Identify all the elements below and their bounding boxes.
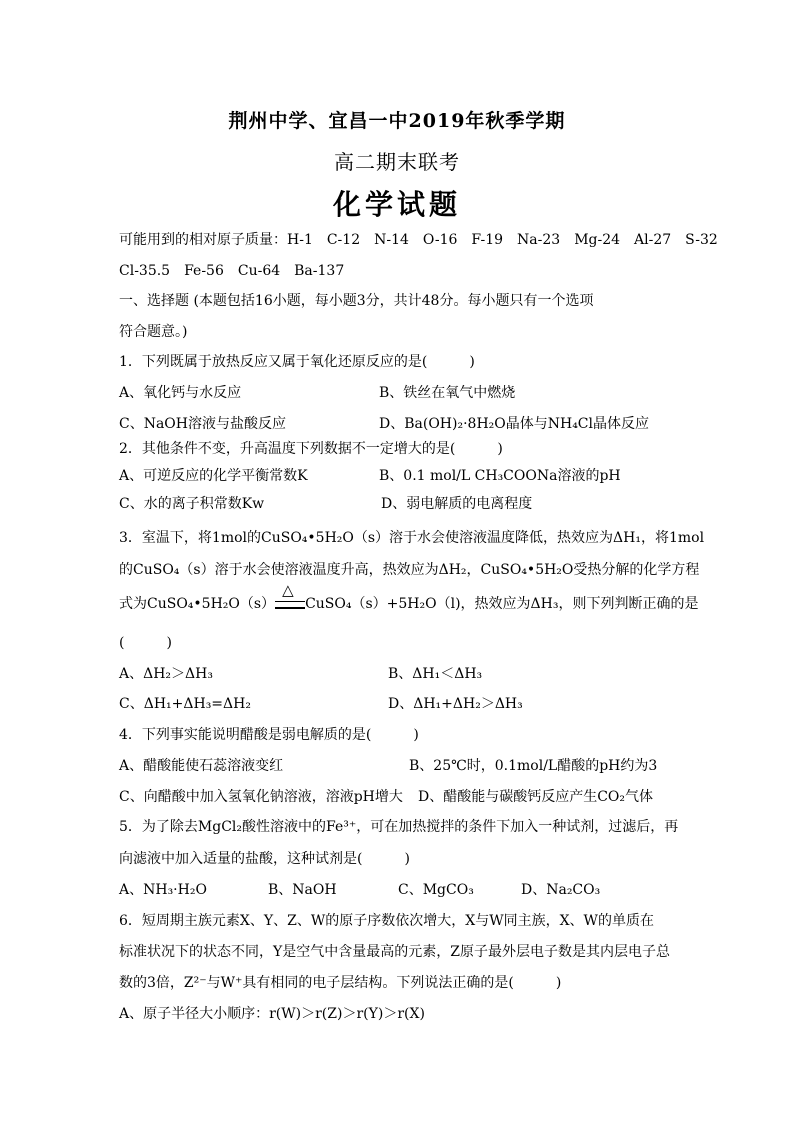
atomic-mass-line-1: 可能用到的相对原子质量：H-1 C-12 N-14 O-16 F-19 Na-23 Mg-24 Al-27 S-32 xyxy=(119,232,718,248)
q5-line-2: 向滤液中加入适量的盐酸，这种试剂是( ) xyxy=(119,851,410,867)
subject-title: 化学试题 xyxy=(332,188,461,221)
heat-symbol: △ xyxy=(282,581,294,599)
q1-option-c: C、NaOH溶液与盐酸反应 xyxy=(119,416,286,432)
q3-line-1: 3．室温下，将1mol的CuSO₄•5H₂O（s）溶于水会使溶液温度降低，热效应为ΔH₁，将1mol xyxy=(119,530,705,546)
q3-option-a: A、ΔH₂＞ΔH₃ xyxy=(119,666,213,682)
q6-line-2: 标准状况下的状态不同，Y是空气中含量最高的元素，Z原子最外层电子数是其内层电子总 xyxy=(119,944,670,960)
q3-option-d: D、ΔH₁+ΔH₂＞ΔH₃ xyxy=(388,696,523,712)
q5-option-d: D、Na₂CO₃ xyxy=(521,882,601,898)
q3-answer-bracket: ( ) xyxy=(119,635,172,651)
q3-line-2: 的CuSO₄（s）溶于水会使溶液温度升高，热效应为ΔH₂，CuSO₄•5H₂O受热分解的化学方程 xyxy=(119,562,700,578)
q6-option-a: A、原子半径大小顺序：r(W)＞r(Z)＞r(Y)＞r(X) xyxy=(119,1006,425,1022)
q3-equation-right: CuSO₄（s）+5H₂O（l)，热效应为ΔH₃，则下列判断正确的是 xyxy=(305,596,699,612)
section-heading-line-1: 一、选择题 (本题包括16小题，每小题3分，共计48分。每小题只有一个选项 xyxy=(119,293,594,309)
q1-option-d: D、Ba(OH)₂·8H₂O晶体与NH₄Cl晶体反应 xyxy=(379,416,649,432)
q1-option-a: A、氧化钙与水反应 xyxy=(119,385,242,401)
q4-option-c: C、向醋酸中加入氢氧化钠溶液，溶液pH增大 xyxy=(119,789,403,805)
atomic-mass-line-2: Cl-35.5 Fe-56 Cu-64 Ba-137 xyxy=(119,263,345,279)
q5-option-c: C、MgCO₃ xyxy=(398,882,474,898)
q2-stem: 2．其他条件不变，升高温度下列数据不一定增大的是( ) xyxy=(119,441,503,457)
exam-subtitle: 高二期末联考 xyxy=(334,150,460,174)
q1-option-b: B、铁丝在氧气中燃烧 xyxy=(379,385,516,401)
q4-option-d: D、醋酸能与碳酸钙反应产生CO₂气体 xyxy=(418,789,654,805)
q3-equation-left: 式为CuSO₄•5H₂O（s） xyxy=(119,596,276,612)
heat-arrow-icon xyxy=(275,581,305,610)
q4-option-b: B、25℃时，0.1mol/L醋酸的pH约为3 xyxy=(409,758,658,774)
q4-stem: 4．下列事实能说明醋酸是弱电解质的是( ) xyxy=(119,727,419,743)
q1-stem: 1．下列既属于放热反应又属于氧化还原反应的是( ) xyxy=(119,354,475,370)
q4-option-a: A、醋酸能使石蕊溶液变红 xyxy=(119,758,284,774)
q6-line-3: 数的3倍，Z²⁻与W⁺具有相同的电子层结构。下列说法正确的是( ) xyxy=(119,975,562,991)
q2-option-c: C、水的离子积常数Kw xyxy=(119,496,265,512)
q5-option-a: A、NH₃·H₂O xyxy=(119,882,207,898)
q6-line-1: 6．短周期主族元素X、Y、Z、W的原子序数依次增大，X与W同主族，X、W的单质在 xyxy=(119,913,654,929)
section-heading-line-2: 符合题意。) xyxy=(119,324,188,340)
q3-line-3 xyxy=(119,581,699,613)
q2-option-d: D、弱电解质的电离程度 xyxy=(381,496,533,512)
q2-option-a: A、可逆反应的化学平衡常数K xyxy=(119,468,308,484)
q5-line-1: 5．为了除去MgCl₂酸性溶液中的Fe³⁺，可在加热搅拌的条件下加入一种试剂，过滤后，再 xyxy=(119,819,679,835)
q3-option-b: B、ΔH₁＜ΔH₃ xyxy=(388,666,483,682)
q5-option-b: B、NaOH xyxy=(268,882,337,898)
q2-option-b: B、0.1 mol/L CH₃COONa溶液的pH xyxy=(379,468,621,484)
q3-option-c: C、ΔH₁+ΔH₃=ΔH₂ xyxy=(119,696,251,712)
school-title: 荆州中学、宜昌一中2019年秋季学期 xyxy=(228,110,566,132)
